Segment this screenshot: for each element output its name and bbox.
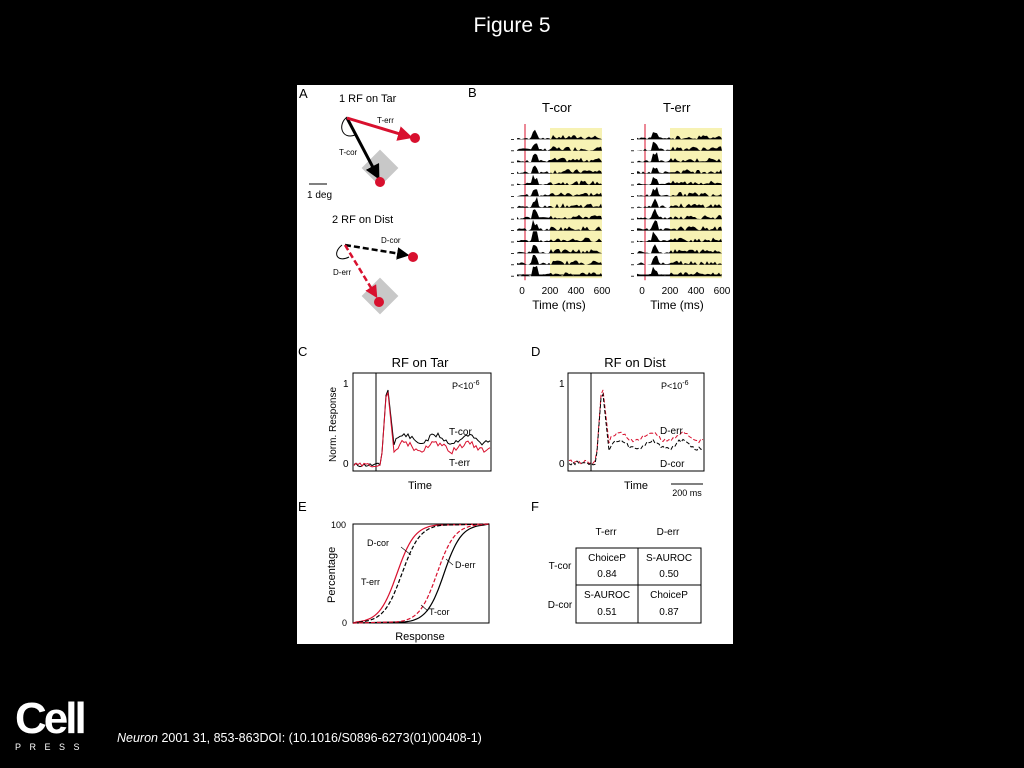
curve-label-top: T-cor [449, 427, 472, 438]
panel-a-label: A [299, 86, 308, 101]
panel-d-xlabel: Time [623, 480, 649, 492]
y-tick-0: 0 [559, 459, 565, 470]
col-header: T-err [595, 527, 617, 538]
panel-a-bottom-title: 2 RF on Dist [332, 214, 394, 226]
y-tick-1: 1 [559, 379, 565, 390]
panel-a-top-title: 1 RF on Tar [339, 93, 397, 105]
t-cor-label: T-cor [429, 607, 450, 617]
table-cell-value: 0.87 [659, 607, 679, 618]
p-base: P<10 [661, 381, 683, 391]
panel-e-xlabel: Response [395, 631, 445, 643]
d-cor-label: D-cor [381, 236, 401, 245]
table-cell-name: S-AUROC [645, 553, 693, 564]
raster-tick: 0 [639, 286, 645, 297]
leader-line [401, 547, 411, 555]
panel-b-label: B [468, 85, 477, 100]
panel-d-title: RF on Dist [604, 355, 666, 370]
citation [117, 731, 482, 745]
p-exp: -6 [473, 380, 480, 387]
y-tick-0: 0 [342, 618, 348, 628]
panel-e-ylabel: Percentage [326, 546, 338, 603]
target-dot [410, 133, 420, 143]
target-dot [375, 177, 385, 187]
row-header: T-cor [548, 561, 572, 572]
panel-e-label: E [298, 499, 307, 514]
citation-text: 2001 31, 853-863DOI: (10.1016/S0896-6273(01)00408-1) [158, 731, 482, 745]
citation-journal: Neuron [117, 731, 158, 745]
figure-svg [297, 85, 733, 644]
p-exp: -6 [682, 380, 689, 387]
curve-label-bottom: D-cor [660, 459, 685, 470]
d-cor-curve [569, 394, 703, 465]
col-header: D-err [656, 527, 680, 538]
distractor-square [362, 278, 399, 315]
logo-word: Cell [15, 694, 84, 743]
y-tick-100: 100 [331, 520, 347, 530]
raster-tick: 600 [713, 286, 731, 297]
d-cor-arrow [345, 245, 407, 255]
d-err-curve [569, 390, 703, 464]
curve-label-top: D-err [660, 426, 683, 437]
raster-xlabel: Time (ms) [650, 298, 704, 312]
target-dot [374, 297, 384, 307]
p-value [661, 380, 689, 391]
target-dot [408, 252, 418, 262]
panel-b [468, 85, 731, 312]
curve-label-bottom: T-err [449, 458, 471, 469]
raster-xlabel: Time (ms) [532, 298, 586, 312]
scale-label: 1 deg [307, 190, 333, 201]
raster-left [511, 124, 602, 280]
time-scale-label: 200 ms [672, 488, 702, 498]
panel-c [298, 344, 491, 492]
panel-c-ylabel: Norm. Response [328, 386, 339, 462]
panel-c-title: RF on Tar [391, 355, 449, 370]
p-base: P<10 [452, 381, 474, 391]
d-err-label: D-err [455, 560, 476, 570]
raster-tick: 400 [567, 286, 585, 297]
panel-d-frame [568, 373, 704, 471]
d-err-label: D-err [333, 268, 352, 277]
slide-title: Figure 5 [473, 14, 551, 37]
panel-e [298, 499, 489, 643]
table-cell-name: S-AUROC [583, 590, 631, 601]
panel-f [531, 499, 701, 623]
t-err-label: T-err [377, 116, 394, 125]
raster-tick: 400 [687, 286, 705, 297]
table-cell-name: ChoiceP [588, 553, 626, 564]
d-cor-label: D-cor [367, 538, 389, 548]
cell-press-logo [15, 694, 89, 752]
p-value [452, 380, 480, 391]
y-tick-0: 0 [343, 459, 349, 470]
raster-tick: 0 [519, 286, 525, 297]
table-cell-value: 0.51 [597, 607, 617, 618]
t-err-label: T-err [361, 577, 380, 587]
panel-f-label: F [531, 499, 539, 514]
figure-panel [297, 85, 733, 644]
y-tick-1: 1 [343, 379, 349, 390]
table-cell-name: ChoiceP [650, 590, 688, 601]
panel-c-xlabel: Time [407, 480, 433, 492]
table-cell-value: 0.84 [597, 569, 617, 580]
raster-tick: 200 [541, 286, 559, 297]
panel-d [531, 344, 704, 498]
raster-right [631, 124, 722, 280]
panel-a [299, 86, 420, 314]
panel-c-label: C [298, 344, 308, 359]
raster-tick: 600 [593, 286, 611, 297]
panel-d-label: D [531, 344, 541, 359]
raster-right-title: T-err [663, 100, 691, 115]
table-cell-value: 0.50 [659, 569, 679, 580]
row-header: D-cor [547, 600, 573, 611]
raster-left-title: T-cor [542, 100, 572, 115]
t-cor-label: T-cor [339, 148, 358, 157]
raster-tick: 200 [661, 286, 679, 297]
logo-subtext: PRESS [15, 742, 89, 752]
